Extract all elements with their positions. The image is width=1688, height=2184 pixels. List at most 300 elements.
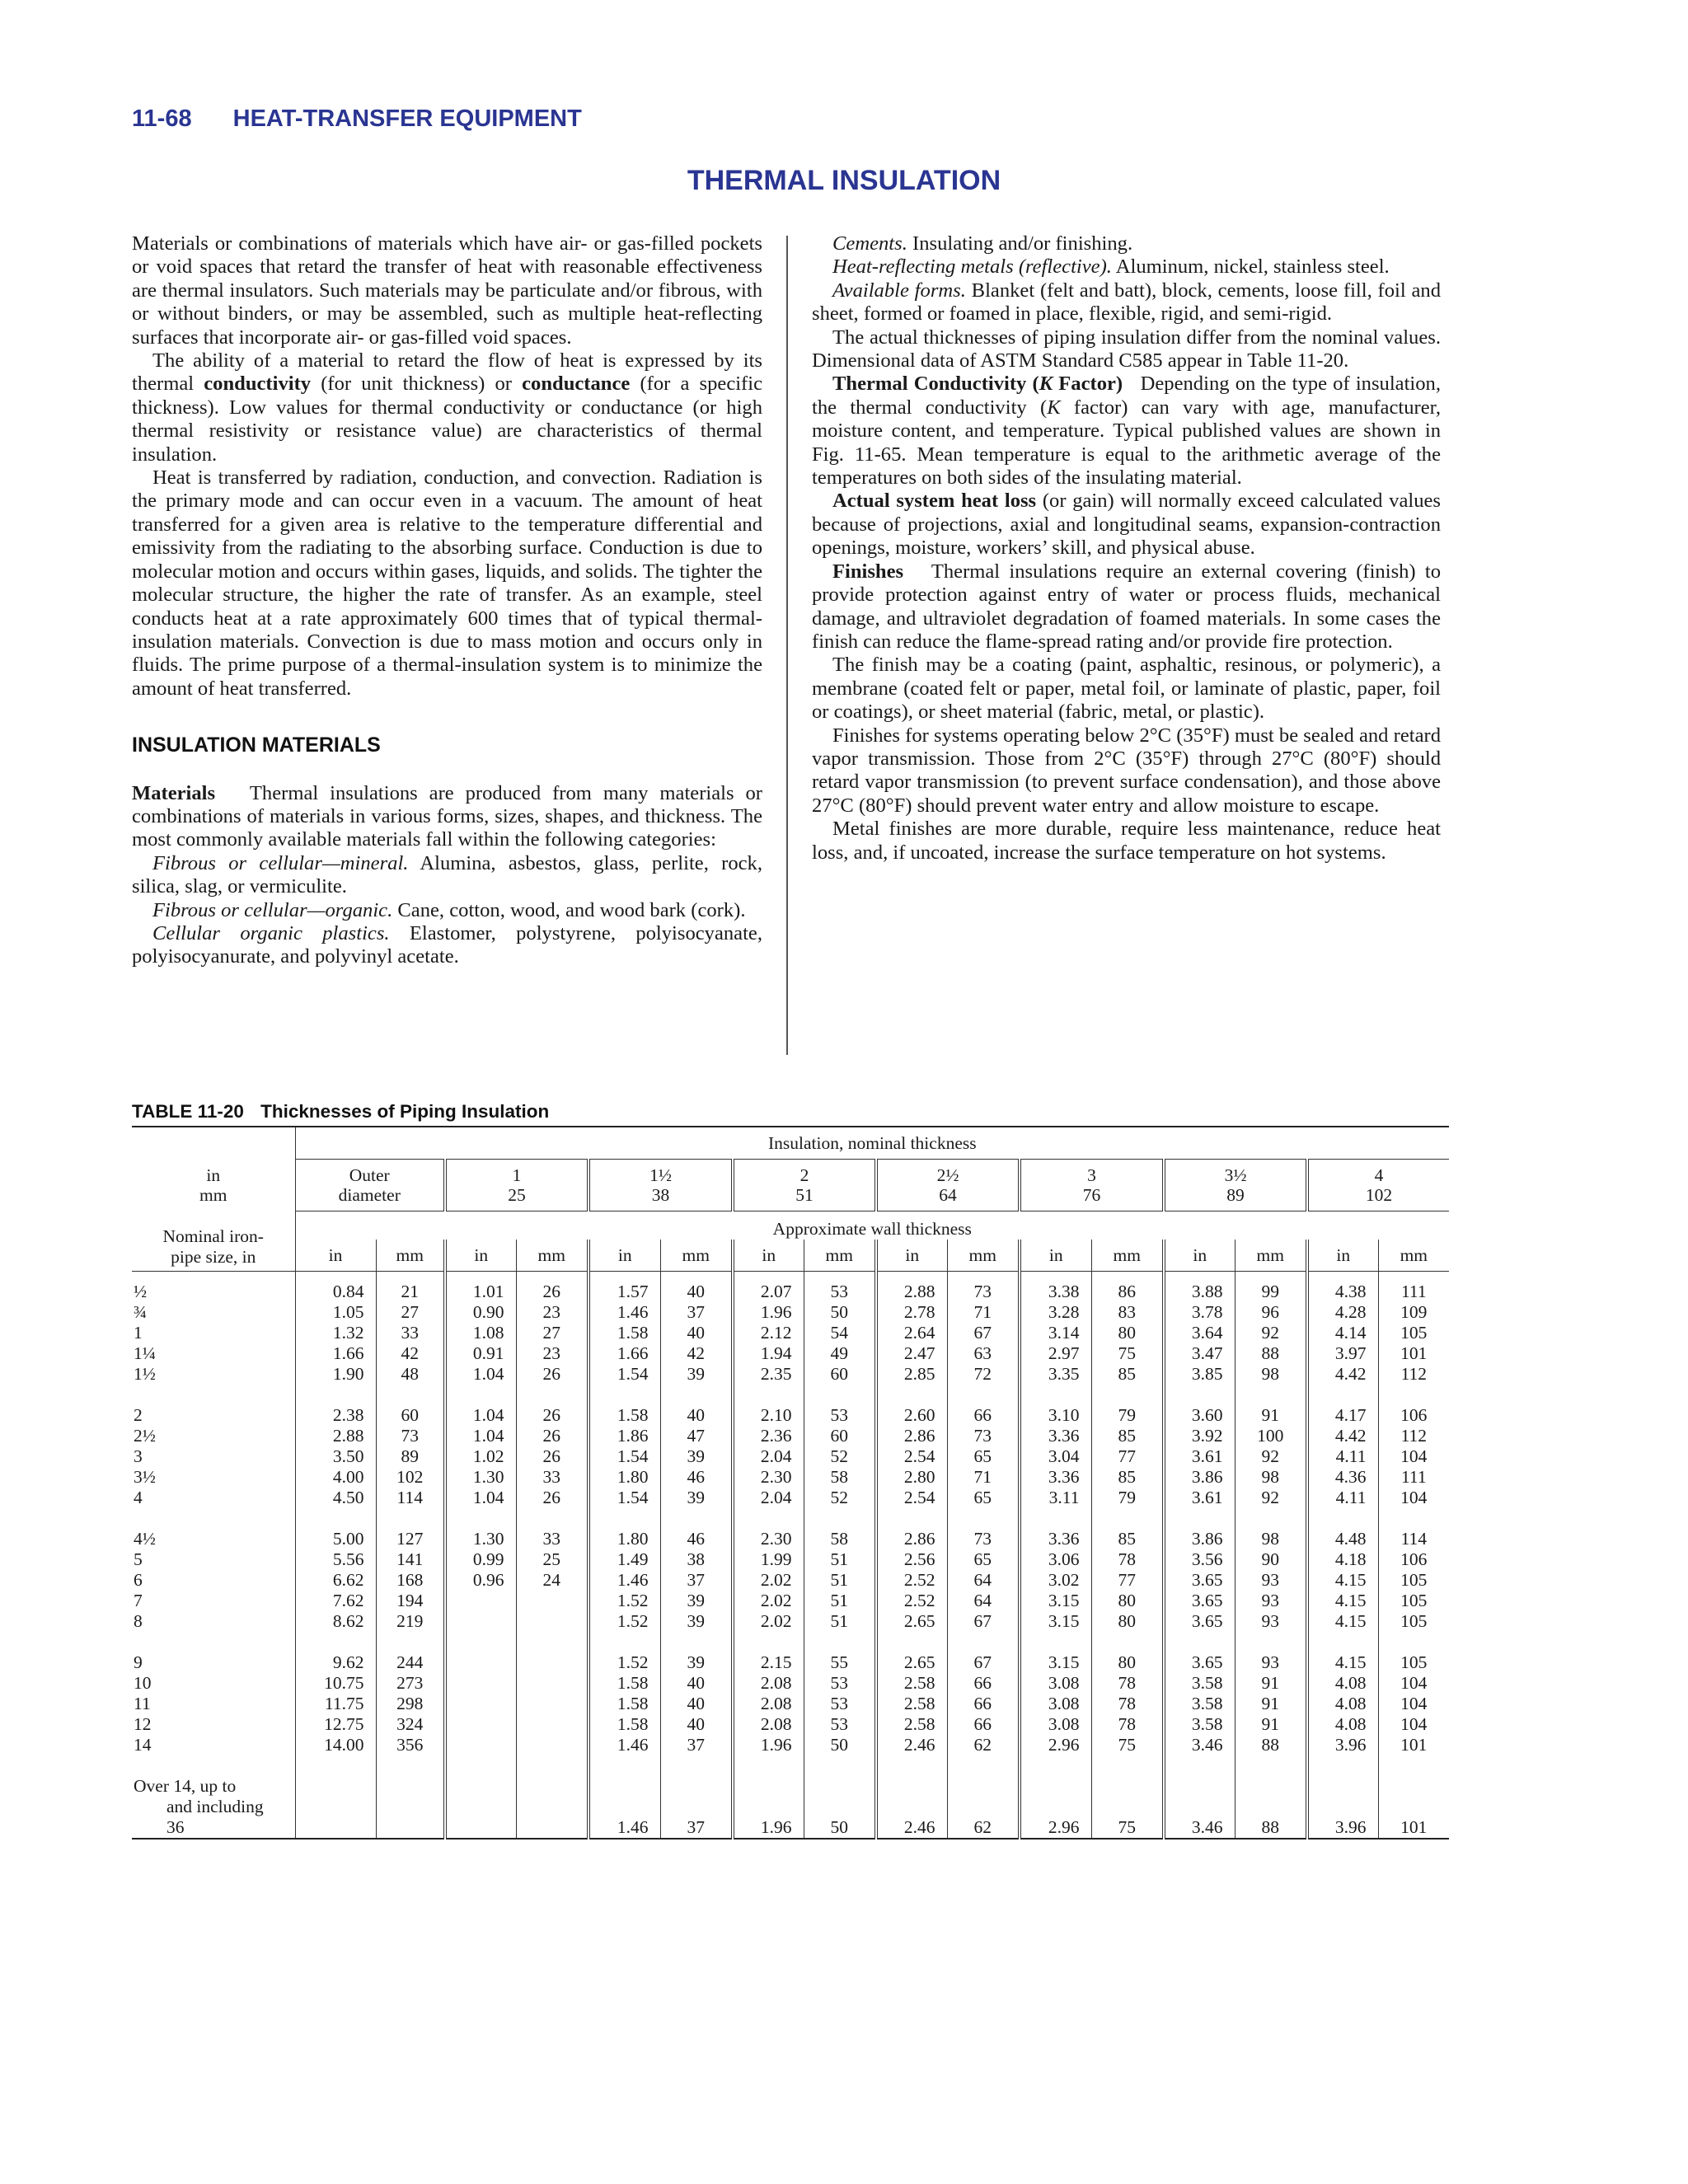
- table-cell: 3.65: [1164, 1611, 1235, 1632]
- pipe-size-cell: 10: [134, 1673, 152, 1693]
- table-cell: 3.58: [1164, 1694, 1235, 1714]
- table-row: [132, 1714, 1449, 1735]
- table-cell: [588, 1797, 660, 1817]
- table-cell: 80: [1091, 1591, 1164, 1611]
- table-cell: 72: [947, 1364, 1020, 1385]
- table-cell: 26: [516, 1272, 588, 1303]
- table-cell: 3.65: [1164, 1591, 1235, 1611]
- unit-subheader: in: [1307, 1240, 1378, 1272]
- pipe-size-cell: [132, 1508, 295, 1529]
- unit-subheader: mm: [1235, 1240, 1307, 1272]
- table-cell: 40: [660, 1405, 733, 1426]
- table-cell: [516, 1694, 588, 1714]
- pipe-size-cell: 3: [134, 1446, 143, 1466]
- table-cell: 104: [1378, 1446, 1449, 1467]
- table-cell: 2.15: [733, 1652, 804, 1673]
- table-cell: [1378, 1797, 1449, 1817]
- table-cell: 1.99: [733, 1549, 804, 1570]
- table-cell: [876, 1755, 947, 1776]
- table-cell: 58: [804, 1467, 876, 1488]
- table-cell: 1.58: [588, 1323, 660, 1343]
- table-cell: [733, 1776, 804, 1797]
- table-cell: 40: [660, 1272, 733, 1303]
- table-cell: [1164, 1508, 1235, 1529]
- table-cell: 73: [947, 1529, 1020, 1549]
- subsection-heading: INSULATION MATERIALS: [132, 733, 381, 757]
- unit-subheader: mm: [660, 1240, 733, 1272]
- table-cell: 1.86: [588, 1426, 660, 1446]
- table-cell: 75: [1091, 1735, 1164, 1755]
- table-cell: [516, 1611, 588, 1632]
- paragraph: Metal finishes are more durable, require less maintenance, reduce heat loss, and, if uncoated, increase the surface temperature on hot systems.: [812, 818, 1441, 864]
- table-cell: 4.38: [1307, 1272, 1378, 1303]
- paragraph: Fibrous or cellular—mineral. Alumina, asbestos, glass, perlite, rock, silica, slag, or vermiculite.: [132, 851, 762, 898]
- table-cell: 114: [1378, 1529, 1449, 1549]
- table-cell: 3.10: [1020, 1405, 1091, 1426]
- table-cell: 4.08: [1307, 1673, 1378, 1694]
- table-cell: 66: [947, 1694, 1020, 1714]
- table-cell: [295, 1632, 376, 1652]
- pipe-size-cell: 8: [134, 1611, 143, 1631]
- nominal-thickness-header: 1½ 38: [588, 1160, 733, 1212]
- table-cell: 62: [947, 1817, 1020, 1839]
- unit-subheader: mm: [947, 1240, 1020, 1272]
- table-cell: 26: [516, 1488, 588, 1508]
- table-cell: 3.46: [1164, 1735, 1235, 1755]
- table-cell: 2.02: [733, 1570, 804, 1591]
- unit-subheader: in: [876, 1240, 947, 1272]
- paragraph: Materials Thermal insulations are produced from many materials or combinations of materials in various forms, sizes, shapes, and thickness. The most commonly available materials fall within the following categories:: [132, 781, 762, 851]
- table-cell: 1.01: [445, 1272, 516, 1303]
- table-cell: [376, 1776, 445, 1797]
- table-cell: 53: [804, 1673, 876, 1694]
- table-cell: 2.46: [876, 1817, 947, 1839]
- table-cell: 3.08: [1020, 1673, 1091, 1694]
- table-cell: 85: [1091, 1529, 1164, 1549]
- right-column: [812, 232, 1441, 865]
- table-cell: [516, 1591, 588, 1611]
- table-cell: 0.90: [445, 1302, 516, 1323]
- table-cell: [947, 1755, 1020, 1776]
- table-cell: [804, 1508, 876, 1529]
- table-cell: 111: [1378, 1467, 1449, 1488]
- table-cell: 1.52: [588, 1611, 660, 1632]
- table-cell: 37: [660, 1735, 733, 1755]
- table-cell: 1.66: [588, 1343, 660, 1364]
- table-cell: 1.52: [588, 1591, 660, 1611]
- table-cell: 1.54: [588, 1364, 660, 1385]
- table-cell: 91: [1235, 1405, 1307, 1426]
- table-cell: 1.96: [733, 1302, 804, 1323]
- table-row: [132, 1755, 1449, 1776]
- table-cell: [1235, 1385, 1307, 1405]
- section-title: THERMAL INSULATION: [687, 165, 1001, 196]
- table-cell: 2.10: [733, 1405, 804, 1426]
- table-cell: [1164, 1797, 1235, 1817]
- table-cell: 1.58: [588, 1694, 660, 1714]
- table-cell: 3.97: [1307, 1343, 1378, 1364]
- table-cell: 27: [376, 1302, 445, 1323]
- table-cell: 168: [376, 1570, 445, 1591]
- table-cell: [1235, 1755, 1307, 1776]
- table-cell: 91: [1235, 1673, 1307, 1694]
- table-cell: 27: [516, 1323, 588, 1343]
- table-cell: 2.52: [876, 1591, 947, 1611]
- table-cell: [660, 1632, 733, 1652]
- table-cell: 93: [1235, 1570, 1307, 1591]
- table-cell: 1.04: [445, 1426, 516, 1446]
- left-column: [132, 232, 762, 969]
- table-cell: 3.61: [1164, 1446, 1235, 1467]
- table-cell: 52: [804, 1446, 876, 1467]
- table-cell: 53: [804, 1405, 876, 1426]
- table-cell: [804, 1776, 876, 1797]
- table-cell: 23: [516, 1302, 588, 1323]
- table-cell: [1091, 1508, 1164, 1529]
- table-cell: 4.50: [295, 1488, 376, 1508]
- pipe-size-cell: 5: [134, 1549, 143, 1569]
- table-cell: [376, 1755, 445, 1776]
- table-cell: 78: [1091, 1714, 1164, 1735]
- table-cell: [445, 1673, 516, 1694]
- table-cell: [376, 1817, 445, 1839]
- table-cell: 1.04: [445, 1364, 516, 1385]
- pipe-size-cell: and including: [166, 1797, 264, 1816]
- table-cell: 3.61: [1164, 1488, 1235, 1508]
- pipe-size-cell: 6: [134, 1570, 143, 1590]
- table-cell: 3.08: [1020, 1694, 1091, 1714]
- table-cell: [588, 1632, 660, 1652]
- table-cell: 71: [947, 1467, 1020, 1488]
- table-cell: 65: [947, 1488, 1020, 1508]
- pipe-size-cell: 1¼: [134, 1343, 156, 1363]
- table-cell: 4.08: [1307, 1714, 1378, 1735]
- table-cell: [1091, 1632, 1164, 1652]
- table-cell: [445, 1776, 516, 1797]
- table-cell: [660, 1385, 733, 1405]
- table-cell: 1.58: [588, 1714, 660, 1735]
- table-cell: 3.15: [1020, 1591, 1091, 1611]
- table-cell: [516, 1714, 588, 1735]
- table-cell: 93: [1235, 1652, 1307, 1673]
- table-cell: 194: [376, 1591, 445, 1611]
- table-cell: 79: [1091, 1488, 1164, 1508]
- table-cell: 4.08: [1307, 1694, 1378, 1714]
- table-cell: [295, 1385, 376, 1405]
- table-cell: [376, 1385, 445, 1405]
- table-row: [132, 1632, 1449, 1652]
- table-cell: 42: [660, 1343, 733, 1364]
- table-cell: [445, 1385, 516, 1405]
- table-cell: 2.02: [733, 1611, 804, 1632]
- table-cell: 53: [804, 1272, 876, 1303]
- table-row: [132, 1549, 1449, 1570]
- table-cell: 21: [376, 1272, 445, 1303]
- table-row: [132, 1272, 1449, 1303]
- table-cell: 2.08: [733, 1714, 804, 1735]
- paragraph: Fibrous or cellular—organic. Cane, cotton, wood, and wood bark (cork).: [152, 898, 746, 921]
- page-number: 11-68: [132, 105, 192, 132]
- table-cell: 26: [516, 1364, 588, 1385]
- pipe-size-cell: [132, 1385, 295, 1405]
- table-cell: 4.48: [1307, 1529, 1378, 1549]
- table-cell: 3.64: [1164, 1323, 1235, 1343]
- table-cell: 3.38: [1020, 1272, 1091, 1303]
- pipe-size-cell: 12: [134, 1714, 152, 1734]
- table-cell: [1235, 1797, 1307, 1817]
- table-cell: 141: [376, 1549, 445, 1570]
- table-cell: 33: [376, 1323, 445, 1343]
- table-cell: 1.54: [588, 1488, 660, 1508]
- table-cell: 3.58: [1164, 1714, 1235, 1735]
- table-cell: 3.28: [1020, 1302, 1091, 1323]
- table-cell: 88: [1235, 1817, 1307, 1839]
- table-cell: 2.04: [733, 1488, 804, 1508]
- table-cell: 1.46: [588, 1735, 660, 1755]
- pipe-size-cell: 7: [134, 1591, 143, 1610]
- table-cell: 2.65: [876, 1611, 947, 1632]
- pipe-size-cell: Over 14, up to: [134, 1776, 237, 1796]
- table-cell: [1164, 1385, 1235, 1405]
- table-cell: 1.02: [445, 1446, 516, 1467]
- pipe-size-cell: 14: [134, 1735, 152, 1755]
- table-cell: 1.08: [445, 1323, 516, 1343]
- table-row: [132, 1817, 1449, 1839]
- paragraph: The finish may be a coating (paint, asphaltic, resinous, or polymeric), a membrane (coated felt or paper, metal foil, or laminate of plastic, paper, foil or coatings), or sheet material (fabric, metal, or plastic).: [812, 654, 1441, 724]
- table-cell: [295, 1817, 376, 1839]
- unit-subheader: mm: [1091, 1240, 1164, 1272]
- table-cell: [1020, 1632, 1091, 1652]
- table-cell: 101: [1378, 1817, 1449, 1839]
- table-cell: 4.15: [1307, 1652, 1378, 1673]
- table-cell: 1.80: [588, 1467, 660, 1488]
- table-cell: 4.15: [1307, 1591, 1378, 1611]
- table-cell: [876, 1385, 947, 1405]
- table-row: [132, 1591, 1449, 1611]
- table-cell: [1378, 1632, 1449, 1652]
- table-cell: 2.60: [876, 1405, 947, 1426]
- table-cell: 2.58: [876, 1694, 947, 1714]
- table-cell: 4.11: [1307, 1446, 1378, 1467]
- table-cell: [1378, 1385, 1449, 1405]
- table-cell: [1307, 1508, 1378, 1529]
- table-cell: [1307, 1776, 1378, 1797]
- table-cell: 40: [660, 1323, 733, 1343]
- table-cell: [1378, 1755, 1449, 1776]
- table-cell: 1.05: [295, 1302, 376, 1323]
- table-cell: 4.36: [1307, 1467, 1378, 1488]
- table-row: [132, 1529, 1449, 1549]
- table-cell: [1164, 1776, 1235, 1797]
- table-cell: 90: [1235, 1549, 1307, 1570]
- table-cell: 3.56: [1164, 1549, 1235, 1570]
- table-cell: 33: [516, 1529, 588, 1549]
- table-cell: 85: [1091, 1467, 1164, 1488]
- unit-label: in mm: [199, 1165, 227, 1205]
- table-cell: [516, 1817, 588, 1839]
- table-cell: 1.57: [588, 1272, 660, 1303]
- table-cell: [733, 1385, 804, 1405]
- table-cell: 4.18: [1307, 1549, 1378, 1570]
- table-cell: 1.52: [588, 1652, 660, 1673]
- table-cell: 54: [804, 1323, 876, 1343]
- table-cell: 85: [1091, 1426, 1164, 1446]
- table-cell: 2.08: [733, 1673, 804, 1694]
- table-row: [132, 1323, 1449, 1343]
- table-cell: 114: [376, 1488, 445, 1508]
- table-cell: 38: [660, 1549, 733, 1570]
- table-row: [132, 1673, 1449, 1694]
- table-row: [132, 1797, 1449, 1817]
- table-cell: 64: [947, 1570, 1020, 1591]
- table-cell: 3.35: [1020, 1364, 1091, 1385]
- paragraph: The actual thicknesses of piping insulation differ from the nominal values. Dimensional data of ASTM Standard C585 appear in Table 11-20.: [812, 326, 1441, 373]
- table-cell: 1.46: [588, 1570, 660, 1591]
- table-row: [132, 1405, 1449, 1426]
- unit-subheader: in: [445, 1240, 516, 1272]
- table-cell: 104: [1378, 1694, 1449, 1714]
- paragraph: Thermal Conductivity (K Factor) Depending on the type of insulation, the thermal conductivity (K factor) can vary with age, manufacturer, moisture content, and temperature. Typical published values are shown in Fig. 11-65. Mean temperature is equal to the arithmetic average of the temperatures on both sides of the insulating material.: [812, 373, 1441, 490]
- table-cell: 2.52: [876, 1570, 947, 1591]
- table-cell: [1235, 1776, 1307, 1797]
- unit-subheader: in: [295, 1240, 376, 1272]
- table-cell: 2.78: [876, 1302, 947, 1323]
- table-cell: [295, 1755, 376, 1776]
- table-cell: 2.96: [1020, 1735, 1091, 1755]
- table-number: TABLE 11-20: [132, 1101, 244, 1122]
- table-cell: 3.36: [1020, 1426, 1091, 1446]
- table-cell: 3.85: [1164, 1364, 1235, 1385]
- table-cell: 40: [660, 1714, 733, 1735]
- table-cell: [947, 1508, 1020, 1529]
- table-cell: 2.80: [876, 1467, 947, 1488]
- pipe-size-cell: 2½: [134, 1426, 156, 1446]
- table-cell: [445, 1508, 516, 1529]
- table-cell: 66: [947, 1673, 1020, 1694]
- table-cell: 1.94: [733, 1343, 804, 1364]
- table-cell: 3.50: [295, 1446, 376, 1467]
- table-cell: 63: [947, 1343, 1020, 1364]
- table-cell: 67: [947, 1323, 1020, 1343]
- unit-subheader: in: [1164, 1240, 1235, 1272]
- table-cell: 3.86: [1164, 1529, 1235, 1549]
- table-cell: [376, 1797, 445, 1817]
- table-cell: 8.62: [295, 1611, 376, 1632]
- table-cell: 92: [1235, 1446, 1307, 1467]
- table-cell: 1.58: [588, 1673, 660, 1694]
- table-cell: [947, 1797, 1020, 1817]
- table-cell: 2.47: [876, 1343, 947, 1364]
- table-cell: 3.04: [1020, 1446, 1091, 1467]
- table-cell: 91: [1235, 1714, 1307, 1735]
- table-cell: 3.36: [1020, 1529, 1091, 1549]
- table-cell: [804, 1797, 876, 1817]
- outer-diameter-header: Outer diameter: [295, 1160, 445, 1212]
- unit-subheader: in: [733, 1240, 804, 1272]
- table-cell: 105: [1378, 1570, 1449, 1591]
- table-cell: [876, 1776, 947, 1797]
- table-cell: 46: [660, 1467, 733, 1488]
- table-cell: 3.96: [1307, 1817, 1378, 1839]
- table-cell: 2.12: [733, 1323, 804, 1343]
- paragraph: Heat is transferred by radiation, conduction, and convection. Radiation is the primary mode and can occur even in a vacuum. The amount of heat transferred for a given area is relative to the temperature differential and emissivity from the radiating to the absorbing surface. Conduction is due to molecular motion and occurs within gases, liquids, and solids. The tighter the molecular structure, the higher the rate of transfer. As an example, steel conducts heat at a rate approximately 600 times that of typical thermal-insulation materials. Convection is due to mass motion and occurs only in fluids. The prime purpose of a thermal-insulation system is to minimize the amount of heat transferred.: [132, 466, 762, 700]
- table-cell: 273: [376, 1673, 445, 1694]
- paragraph: Heat-reflecting metals (reflective). Aluminum, nickel, stainless steel.: [832, 255, 1390, 279]
- table-cell: 75: [1091, 1817, 1164, 1839]
- table-cell: [445, 1611, 516, 1632]
- table-cell: 98: [1235, 1364, 1307, 1385]
- table-cell: [876, 1632, 947, 1652]
- pipe-size-cell: 2: [134, 1405, 143, 1425]
- table-cell: 1.96: [733, 1735, 804, 1755]
- unit-subheader: mm: [1378, 1240, 1449, 1272]
- table-cell: 4.00: [295, 1467, 376, 1488]
- table-cell: 88: [1235, 1735, 1307, 1755]
- table-cell: 2.88: [295, 1426, 376, 1446]
- table-cell: 71: [947, 1302, 1020, 1323]
- table-cell: [1091, 1776, 1164, 1797]
- table-cell: 3.14: [1020, 1323, 1091, 1343]
- table-cell: 80: [1091, 1611, 1164, 1632]
- table-cell: 5.00: [295, 1529, 376, 1549]
- table-cell: 105: [1378, 1652, 1449, 1673]
- table-cell: [516, 1755, 588, 1776]
- table-cell: 65: [947, 1446, 1020, 1467]
- table-cell: 37: [660, 1302, 733, 1323]
- table-cell: 77: [1091, 1570, 1164, 1591]
- table-cell: [947, 1385, 1020, 1405]
- table-cell: 66: [947, 1714, 1020, 1735]
- paragraph: The ability of a material to retard the flow of heat is expressed by its thermal conductivity (for unit thickness) or conductance (for a specific thickness). Low values for thermal conductivity or conductance (or high thermal resistivity or resistance value) are characteristics of thermal insulation.: [132, 349, 763, 466]
- table-row: [132, 1426, 1449, 1446]
- table-cell: 2.38: [295, 1405, 376, 1426]
- unit-subheader: mm: [804, 1240, 876, 1272]
- table-cell: 1.90: [295, 1364, 376, 1385]
- group-header: Insulation, nominal thickness: [295, 1127, 1449, 1160]
- table-row: [132, 1694, 1449, 1714]
- unit-subheader: mm: [376, 1240, 445, 1272]
- table-cell: [445, 1591, 516, 1611]
- table-cell: 65: [947, 1549, 1020, 1570]
- table-cell: 39: [660, 1611, 733, 1632]
- table-cell: 33: [516, 1467, 588, 1488]
- unit-subheader: mm: [516, 1240, 588, 1272]
- table-cell: 1.46: [588, 1817, 660, 1839]
- table-cell: [804, 1632, 876, 1652]
- table-cell: 3.06: [1020, 1549, 1091, 1570]
- table-cell: 2.30: [733, 1529, 804, 1549]
- table-cell: 2.58: [876, 1673, 947, 1694]
- table-cell: 4.15: [1307, 1611, 1378, 1632]
- table-cell: 105: [1378, 1611, 1449, 1632]
- table-cell: 4.17: [1307, 1405, 1378, 1426]
- table-cell: [1164, 1632, 1235, 1652]
- table-cell: 39: [660, 1488, 733, 1508]
- table-row: [132, 1570, 1449, 1591]
- table-cell: 73: [376, 1426, 445, 1446]
- table-cell: 105: [1378, 1591, 1449, 1611]
- nominal-thickness-header: 1 25: [445, 1160, 588, 1212]
- table-cell: [1091, 1755, 1164, 1776]
- table-cell: 93: [1235, 1591, 1307, 1611]
- table-cell: [445, 1652, 516, 1673]
- table-cell: 66: [947, 1405, 1020, 1426]
- pipe-size-cell: 4: [134, 1488, 143, 1507]
- table-cell: [1307, 1797, 1378, 1817]
- table-cell: 1.32: [295, 1323, 376, 1343]
- pipe-size-cell: 11: [134, 1694, 151, 1713]
- table-cell: 356: [376, 1735, 445, 1755]
